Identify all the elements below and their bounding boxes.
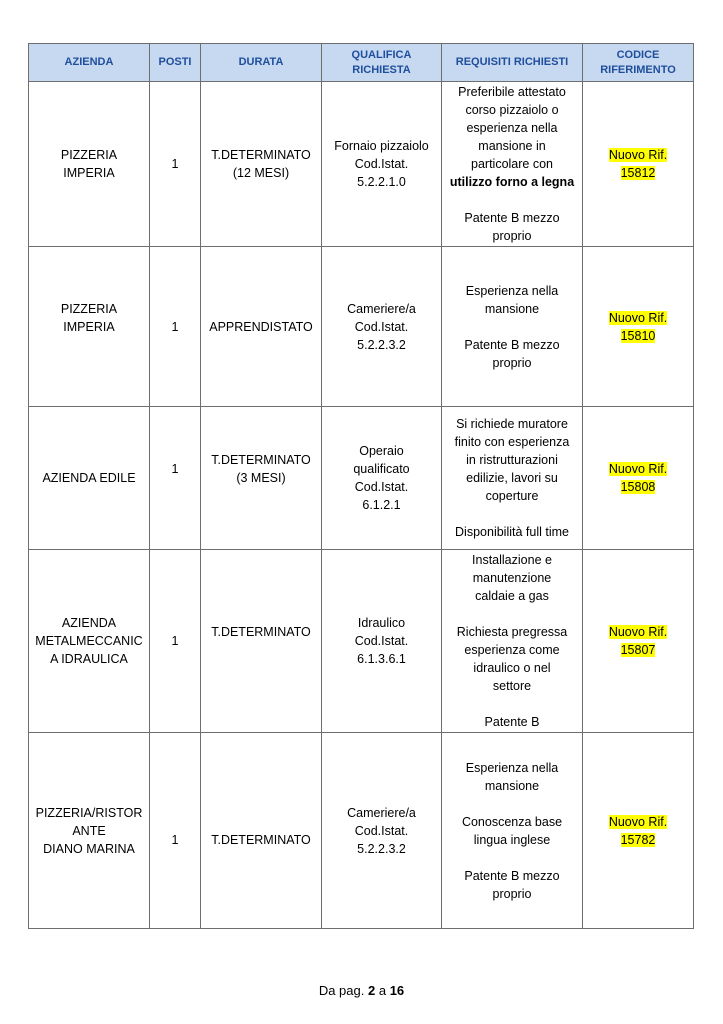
durata-line: (3 MESI) xyxy=(236,471,286,485)
qualifica-line: Fornaio pizzaiolo xyxy=(334,139,429,153)
requisiti-line: proprio xyxy=(492,886,532,901)
requisiti-bold-line: utilizzo forno a legna xyxy=(449,175,575,189)
codice-number: 15808 xyxy=(620,480,656,494)
cell-durata xyxy=(201,550,322,733)
cell-qualifica xyxy=(322,733,442,929)
cell-requisiti xyxy=(442,407,583,550)
azienda-line: DIANO MARINA xyxy=(43,841,135,856)
qualifica-line: Cameriere/a xyxy=(347,805,416,820)
footer-separator: a xyxy=(378,983,387,998)
paragraph-gap xyxy=(445,318,579,336)
durata-line: T.DETERMINATO xyxy=(211,453,311,467)
requisiti-line: Preferibile attestato xyxy=(458,85,566,99)
requisiti-line: Richiesta pregressa xyxy=(456,625,568,639)
cell-requisiti xyxy=(442,82,583,247)
cell-azienda xyxy=(29,407,150,550)
durata-line: T.DETERMINATO xyxy=(211,832,311,847)
header-codice: CODICE RIFERIMENTO xyxy=(583,44,694,82)
qualifica-line: 5.2.2.3.2 xyxy=(357,337,406,352)
cell-posti xyxy=(150,407,201,550)
paragraph-gap xyxy=(153,813,197,831)
cell-azienda xyxy=(29,247,150,407)
qualifica-line: Idraulico xyxy=(357,616,406,630)
header-posti: POSTI xyxy=(150,44,201,82)
codice-label: Nuovo Rif. xyxy=(608,310,668,325)
cell-posti xyxy=(150,733,201,929)
durata-line: T.DETERMINATO xyxy=(211,148,311,162)
codice-number: 15810 xyxy=(620,328,656,343)
qualifica-line: Cod.Istat. xyxy=(354,634,409,648)
page-footer xyxy=(0,983,723,998)
azienda-line: PIZZERIA xyxy=(60,148,118,162)
azienda-line: AZIENDA EDILE xyxy=(42,471,136,485)
cell-posti: 1 xyxy=(150,247,201,407)
requisiti-line: esperienza come xyxy=(464,643,560,657)
cell-codice xyxy=(583,733,694,929)
cell-codice xyxy=(583,550,694,733)
posti-value: 1 xyxy=(171,832,179,847)
cell-requisiti xyxy=(442,550,583,733)
azienda-line: ANTE xyxy=(72,823,106,838)
header-durata: DURATA xyxy=(201,44,322,82)
paragraph-gap xyxy=(204,487,318,505)
requisiti-line: esperienza nella xyxy=(466,121,558,135)
azienda-line: IMPERIA xyxy=(63,166,115,180)
footer-current-page: 2 xyxy=(367,983,376,998)
qualifica-line: 5.2.2.1.0 xyxy=(357,175,406,189)
durata-line: (12 MESI) xyxy=(232,166,290,180)
cell-durata xyxy=(201,407,322,550)
requisiti-line: lingua inglese xyxy=(473,832,551,847)
requisiti-line: Esperienza nella xyxy=(465,760,559,775)
codice-label: Nuovo Rif. xyxy=(608,814,668,829)
table-row xyxy=(29,407,694,550)
posti-value: 1 xyxy=(171,634,179,648)
paragraph-gap xyxy=(204,813,318,831)
table-row xyxy=(29,82,694,247)
qualifica-line: Cod.Istat. xyxy=(354,823,409,838)
requisiti-line: mansione xyxy=(484,301,540,316)
cell-azienda xyxy=(29,733,150,929)
paragraph-gap xyxy=(445,695,579,713)
cell-durata xyxy=(201,733,322,929)
requisiti-line: Disponibilità full time xyxy=(455,525,569,539)
paragraph-gap xyxy=(32,336,146,354)
requisiti-line: Esperienza nella xyxy=(465,283,559,298)
codice-number: 15812 xyxy=(620,166,656,180)
cell-azienda xyxy=(29,82,150,247)
paragraph-gap xyxy=(445,505,579,523)
durata-line: T.DETERMINATO xyxy=(211,625,311,639)
requisiti-line: Patente B mezzo xyxy=(464,868,560,883)
azienda-line: METALMECCANIC xyxy=(35,634,143,648)
paragraph-gap xyxy=(445,605,579,623)
requisiti-line: Conoscenza base xyxy=(461,814,563,829)
requisiti-line: finito con esperienza xyxy=(454,435,570,449)
requisiti-line: mansione in xyxy=(478,139,546,153)
requisiti-line: edilizie, lavori su xyxy=(466,471,558,485)
azienda-line: IMPERIA xyxy=(63,319,115,334)
qualifica-line: 6.1.3.6.1 xyxy=(357,652,406,666)
qualifica-line: Operaio xyxy=(359,444,404,458)
cell-qualifica xyxy=(322,247,442,407)
footer-prefix: Da pag. xyxy=(318,983,365,998)
requisiti-line: caldaie a gas xyxy=(475,589,549,603)
qualifica-line: Cameriere/a xyxy=(347,301,416,316)
codice-number: 15782 xyxy=(620,832,656,847)
codice-number: 15807 xyxy=(620,643,656,657)
footer-total-pages: 16 xyxy=(389,983,405,998)
cell-durata: APPRENDISTATO xyxy=(201,247,322,407)
qualifica-line: 6.1.2.1 xyxy=(362,498,401,512)
cell-durata xyxy=(201,82,322,247)
cell-qualifica xyxy=(322,407,442,550)
cell-qualifica xyxy=(322,550,442,733)
requisiti-line: proprio xyxy=(492,355,532,370)
requisiti-line: particolare con xyxy=(471,157,553,171)
paragraph-gap xyxy=(204,641,318,659)
requisiti-line: Patente B xyxy=(484,715,540,729)
codice-label: Nuovo Rif. xyxy=(608,625,668,639)
cell-requisiti xyxy=(442,247,583,407)
requisiti-line: Patente B mezzo xyxy=(464,337,560,352)
table-header-row xyxy=(29,44,694,82)
table-row xyxy=(29,247,694,407)
codice-label: Nuovo Rif. xyxy=(608,148,668,162)
cell-requisiti xyxy=(442,733,583,929)
requisiti-line: proprio xyxy=(492,229,532,243)
cell-codice xyxy=(583,407,694,550)
requisiti-line: Installazione e xyxy=(472,553,552,567)
azienda-line: A IDRAULICA xyxy=(50,652,128,666)
qualifica-line: Cod.Istat. xyxy=(354,319,409,334)
job-offers-table xyxy=(28,43,694,929)
requisiti-line: Patente B mezzo xyxy=(464,211,560,225)
qualifica-line: qualificato xyxy=(353,462,410,476)
posti-value: 1 xyxy=(171,462,179,476)
header-requisiti: REQUISITI RICHIESTI xyxy=(442,44,583,82)
cell-codice xyxy=(583,82,694,247)
paragraph-gap xyxy=(153,478,197,496)
cell-azienda xyxy=(29,550,150,733)
header-azienda: AZIENDA xyxy=(29,44,150,82)
qualifica-line: Cod.Istat. xyxy=(354,480,409,494)
qualifica-line: 5.2.2.3.2 xyxy=(357,841,406,856)
requisiti-line: in ristrutturazioni xyxy=(466,453,558,467)
cell-posti: 1 xyxy=(150,82,201,247)
requisiti-line: Si richiede muratore xyxy=(456,417,568,431)
table-row xyxy=(29,733,694,929)
table-row xyxy=(29,550,694,733)
cell-posti xyxy=(150,550,201,733)
codice-label: Nuovo Rif. xyxy=(608,462,668,476)
requisiti-line: manutenzione xyxy=(472,571,552,585)
azienda-line: PIZZERIA/RISTOR xyxy=(35,805,143,820)
paragraph-gap xyxy=(445,849,579,867)
requisiti-line: mansione xyxy=(484,778,540,793)
paragraph-gap xyxy=(445,795,579,813)
requisiti-line: settore xyxy=(492,679,532,693)
azienda-line: PIZZERIA xyxy=(60,301,118,316)
requisiti-line: coperture xyxy=(485,489,539,503)
cell-codice xyxy=(583,247,694,407)
requisiti-line: corso pizzaiolo o xyxy=(465,103,559,117)
header-qualifica: QUALIFICA RICHIESTA xyxy=(322,44,442,82)
paragraph-gap xyxy=(445,191,579,209)
cell-qualifica xyxy=(322,82,442,247)
azienda-line: AZIENDA xyxy=(61,616,117,630)
qualifica-line: Cod.Istat. xyxy=(354,157,409,171)
requisiti-line: idraulico o nel xyxy=(473,661,551,675)
